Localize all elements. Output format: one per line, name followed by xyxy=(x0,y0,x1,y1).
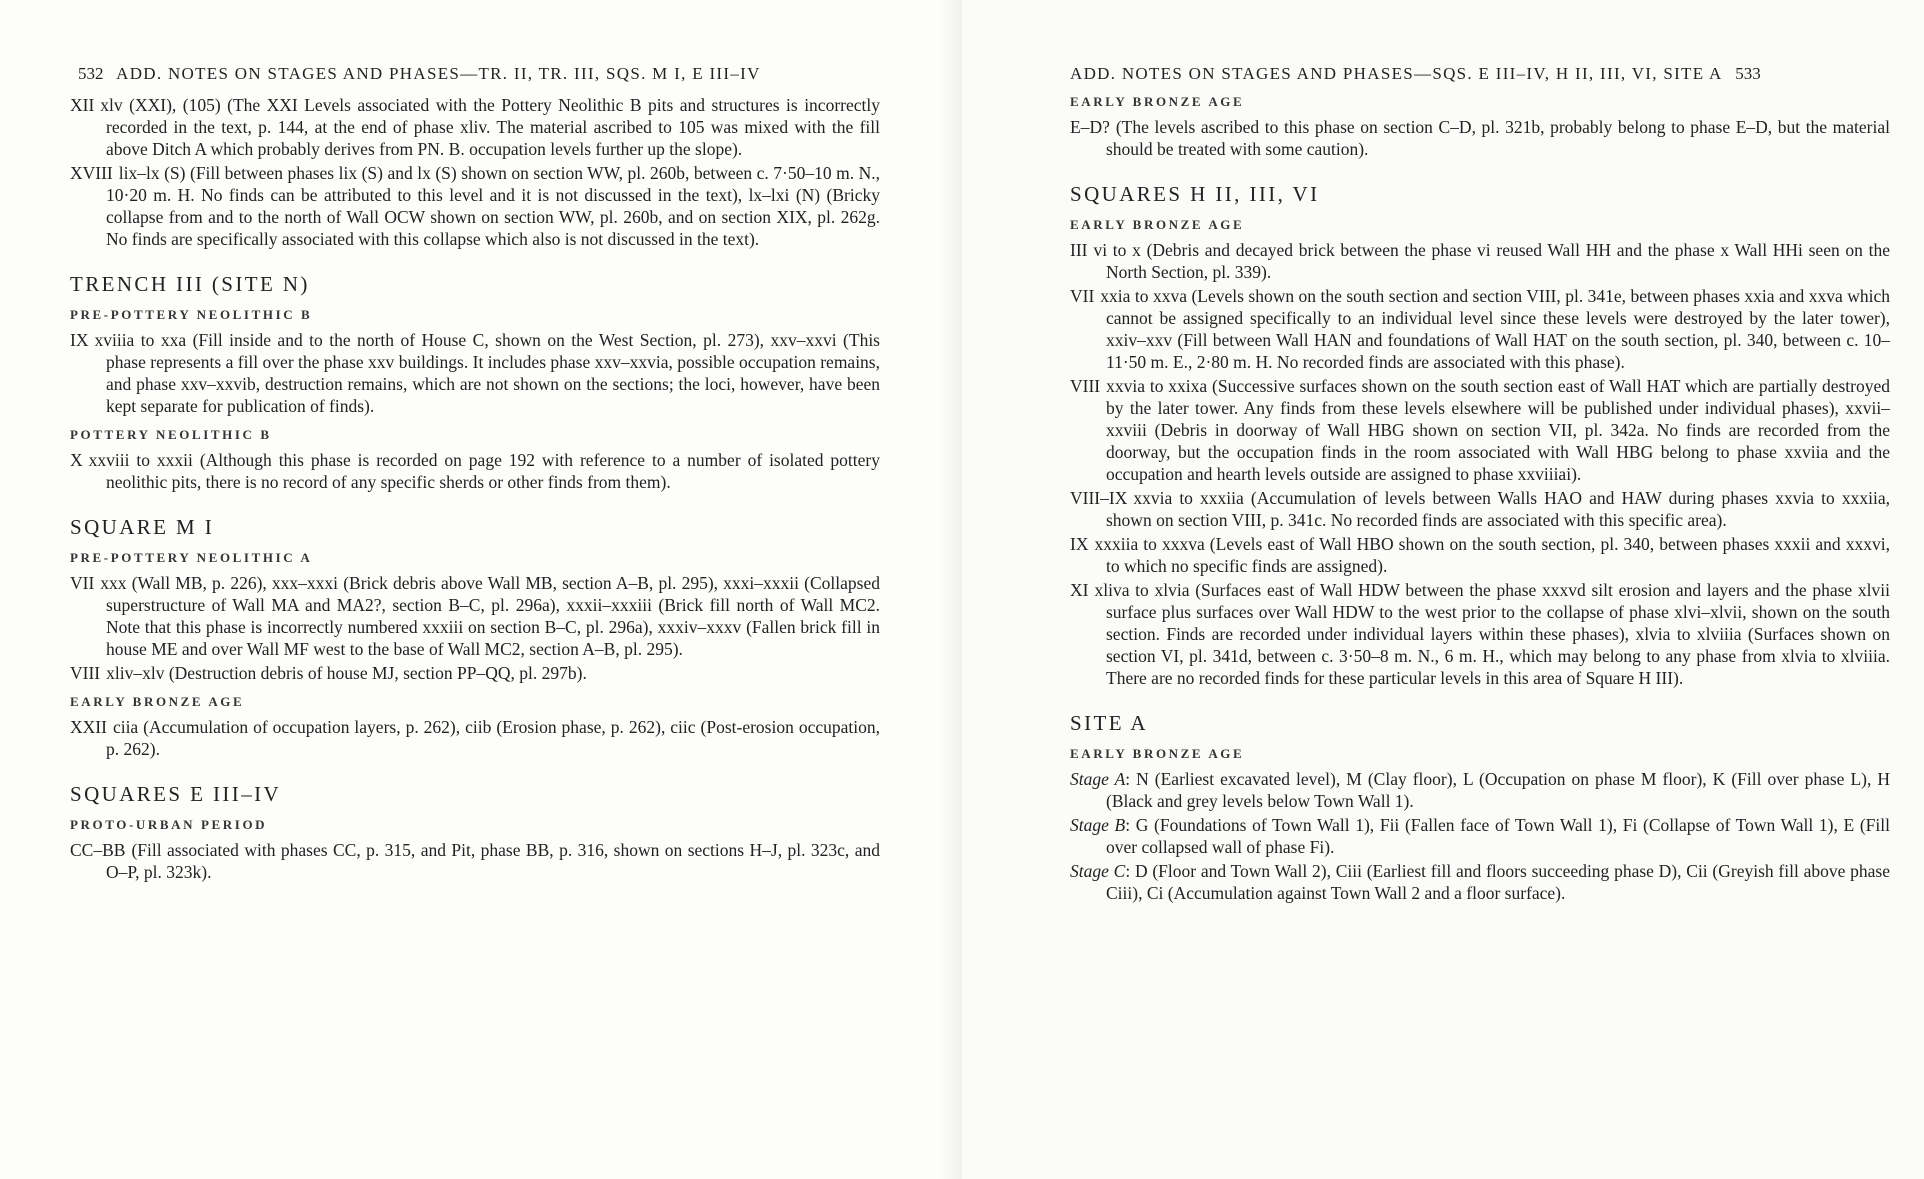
phase-entry xyxy=(70,839,880,883)
left-page-content xyxy=(70,94,880,883)
phase-entry xyxy=(1070,533,1890,577)
phase-number: X xyxy=(70,450,83,470)
stage-description: : N (Earliest excavated level), M (Clay floor), L (Occupation on phase M floor), K (Fill over phase L), H (Black and grey levels below Town Wall 1). xyxy=(1106,769,1890,811)
phase-description: vi to x (Debris and decayed brick between the phase vi reused Wall HH and the phase x Wall HHi seen on the North Section, pl. 339). xyxy=(1093,240,1890,282)
phase-description: xliv–xlv (Destruction debris of house MJ, section PP–QQ, pl. 297b). xyxy=(106,663,587,683)
phase-description: xxxiia to xxxva (Levels east of Wall HBO shown on the south section, pl. 340, between phases xxxii and xxxvi, to which no specific finds are assigned). xyxy=(1094,534,1890,576)
phase-description: xxvia to xxixa (Successive surfaces shown on the south section east of Wall HAT which are partially destroyed by the later tower. Any finds from these levels elsewhere will be published under individual phases), xxvii–xxviii (Debris in doorway of Wall HBG shown on section VII, pl. 342a. No finds are recorded from the doorway, but the occupation finds in the room associated with Wall HBG belong to phase xxviia and the occupation and hearth levels outside are assigned to phase xxviiiai). xyxy=(1106,376,1890,484)
phase-entry xyxy=(1070,375,1890,485)
period-subheading: PROTO-URBAN PERIOD xyxy=(70,817,268,832)
phase-description: xxx (Wall MB, p. 226), xxx–xxxi (Brick debris above Wall MB, section A–B, pl. 295), xxxi–xxxii (Collapsed superstructure of Wall MA and MA2?, section B–C, pl. 296a), xxxii–xxxiii (Brick fill north of Wall MC2. Note that this phase is incorrectly numbered xxxiii on section B–C, pl. 296a), xxxiv–xxxv (Fallen brick fill in house ME and over Wall MF west to the base of Wall MC2, section A–B, pl. 295). xyxy=(100,573,880,659)
left-running-head-text: ADD. NOTES ON STAGES AND PHASES—TR. II, TR. III, SQS. M I, E III–IV xyxy=(116,64,761,83)
phase-number: VII xyxy=(70,573,95,593)
phase-entry xyxy=(1070,116,1890,160)
phase-number: III xyxy=(1070,240,1088,260)
phase-number: IX xyxy=(1070,534,1089,554)
section-heading: SITE A xyxy=(1070,711,1148,735)
phase-entry xyxy=(70,572,880,660)
phase-entry xyxy=(70,662,880,684)
section-heading: SQUARES H II, III, VI xyxy=(1070,182,1320,206)
right-page-column xyxy=(1070,64,1890,906)
phase-description: lix–lx (S) (Fill between phases lix (S) and lx (S) shown on section WW, pl. 260b, between c. 7·50–10 m. N., 10·20 m. H. No finds can be attributed to this level and it is not discussed in the text), lx–lxi (N) (Bricky collapse from and to the north of Wall OCW shown on section WW, pl. 260b, and on section XIX, pl. 262g. No finds are specifically associated with this collapse which also is not discussed in the text). xyxy=(106,163,880,249)
period-subheading: EARLY BRONZE AGE xyxy=(1070,746,1245,761)
phase-number: VIII–IX xyxy=(1070,488,1128,508)
phase-description: xxviii to xxxii (Although this phase is recorded on page 192 with reference to a number of isolated pottery neolithic pits, there is no record of any specific sherds or other finds from them). xyxy=(88,450,880,492)
phase-number: XVIII xyxy=(70,163,113,183)
section-heading: SQUARE M I xyxy=(70,515,215,539)
stage-label: Stage A xyxy=(1070,769,1126,789)
phase-number: XXII xyxy=(70,717,107,737)
stage-label: Stage B xyxy=(1070,815,1126,835)
phase-description: xliva to xlvia (Surfaces east of Wall HDW between the phase xxxvd silt erosion and layers and the phase xlvii surface plus surfaces over Wall HDW to the west prior to the collapse of phase xlvi–xlvii, shown on the south section. Finds are recorded under individual layers within these phases), xlvia to xlviiia (Surfaces shown on section VI, pl. 341d, between c. 3·50–8 m. N., 6 m. H., which may belong to any phase from xlvia to xlviiia. There are no recorded finds for these particular levels in this area of Square H III). xyxy=(1094,580,1890,688)
period-subheading: POTTERY NEOLITHIC B xyxy=(70,427,272,442)
phase-description: (The levels ascribed to this phase on section C–D, pl. 321b, probably belong to phase E–D, but the material should be treated with some caution). xyxy=(1106,117,1890,159)
period-subheading: PRE-POTTERY NEOLITHIC B xyxy=(70,307,313,322)
stage-label: Stage C xyxy=(1070,861,1126,881)
phase-number: XI xyxy=(1070,580,1089,600)
period-subheading: EARLY BRONZE AGE xyxy=(70,694,245,709)
period-subheading: PRE-POTTERY NEOLITHIC A xyxy=(70,550,313,565)
phase-entry xyxy=(70,449,880,493)
phase-description: xlv (XXI), (105) (The XXI Levels associated with the Pottery Neolithic B pits and structures is incorrectly recorded in the text, p. 144, at the end of phase xliv. The material ascribed to 105 was mixed with the fill above Ditch A which probably derives from PN. B. occupation levels further up the slope). xyxy=(100,95,880,159)
section-heading: SQUARES E III–IV xyxy=(70,782,282,806)
phase-entry xyxy=(1070,579,1890,689)
period-subheading: EARLY BRONZE AGE xyxy=(1070,217,1245,232)
right-page-number: 533 xyxy=(1735,64,1761,83)
phase-entry xyxy=(1070,487,1890,531)
period-subheading: EARLY BRONZE AGE xyxy=(1070,94,1245,109)
phase-number: VIII xyxy=(1070,376,1101,396)
phase-entry xyxy=(70,94,880,160)
phase-entry xyxy=(1070,239,1890,283)
phase-description: xviiia to xxa (Fill inside and to the north of House C, shown on the West Section, pl. 273), xxv–xxvi (This phase represents a fill over the phase xxv buildings. It includes phase xxv–xxvia, possible occupation remains, and phase xxv–xxvib, destruction remains, which are not shown on the sections; the loci, however, have been kept separate for publication of finds). xyxy=(94,330,880,416)
stage-description: : G (Foundations of Town Wall 1), Fii (Fallen face of Town Wall 1), Fi (Collapse of Town Wall 1), E (Fill over collapsed wall of phase Fi). xyxy=(1106,815,1890,857)
phase-number: CC–BB xyxy=(70,840,126,860)
phase-entry xyxy=(70,162,880,250)
stage-entry xyxy=(1070,814,1890,858)
phase-number: VIII xyxy=(70,663,101,683)
phase-entry xyxy=(70,329,880,417)
phase-entry xyxy=(1070,285,1890,373)
phase-number: IX xyxy=(70,330,89,350)
left-running-head xyxy=(70,64,880,84)
phase-number: XII xyxy=(70,95,95,115)
right-running-head xyxy=(1070,64,1890,84)
phase-description: (Fill associated with phases CC, p. 315, and Pit, phase BB, p. 316, shown on sections H–J, pl. 323c, and O–P, pl. 323k). xyxy=(106,840,880,882)
phase-description: xxia to xxva (Levels shown on the south section and section VIII, pl. 341e, between phases xxia and xxva which cannot be assigned specifically to an individual level since these levels were destroyed by the later tower), xxiv–xxv (Fill between Wall HAN and foundations of Wall HAT on the south section, pl. 340, between c. 10–11·50 m. E., 2·80 m. H. No recorded finds are associated with this phase). xyxy=(1100,286,1890,372)
phase-number: VII xyxy=(1070,286,1095,306)
phase-description: ciia (Accumulation of occupation layers, p. 262), ciib (Erosion phase, p. 262), ciic (Post-erosion occupation, p. 262). xyxy=(106,717,880,759)
right-page-content xyxy=(1070,94,1890,904)
right-running-head-text: ADD. NOTES ON STAGES AND PHASES—SQS. E III–IV, H II, III, VI, SITE A xyxy=(1070,64,1722,83)
stage-entry xyxy=(1070,860,1890,904)
stage-entry xyxy=(1070,768,1890,812)
phase-number: E–D? xyxy=(1070,117,1110,137)
left-page-number: 532 xyxy=(78,64,104,83)
stage-description: : D (Floor and Town Wall 2), Ciii (Earliest fill and floors succeeding phase D), Cii (Greyish fill above phase Ciii), Ci (Accumulation against Town Wall 2 and a floor surface). xyxy=(1106,861,1890,903)
phase-description: xxvia to xxxiia (Accumulation of levels between Walls HAO and HAW during phases xxvia to xxxiia, shown on section VIII, p. 341c. No recorded finds are associated with this specific area). xyxy=(1106,488,1890,530)
section-heading: TRENCH III (SITE N) xyxy=(70,272,310,296)
left-page-column xyxy=(70,64,880,885)
phase-entry xyxy=(70,716,880,760)
